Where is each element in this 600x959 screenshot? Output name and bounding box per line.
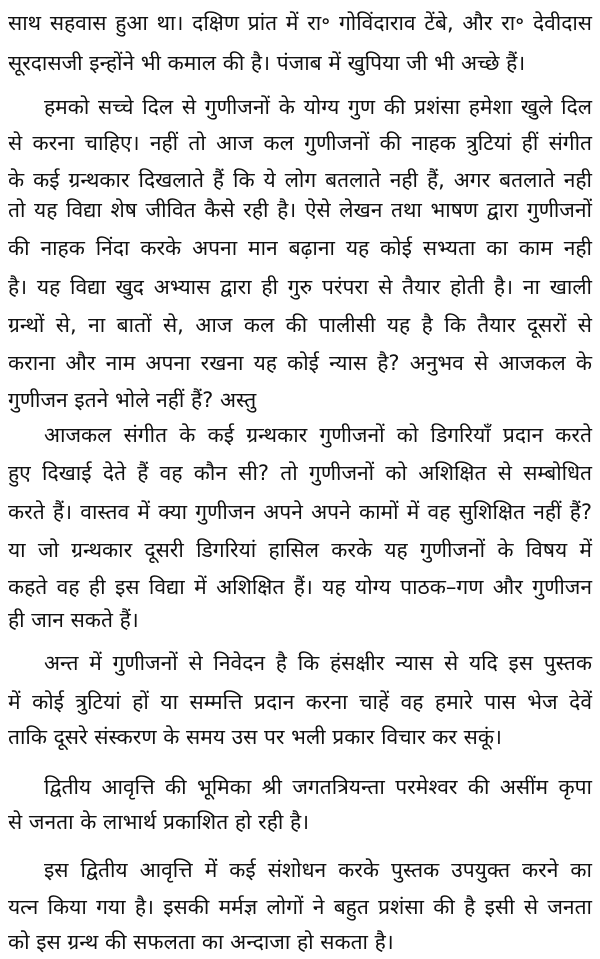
text-line: को इस ग्रन्थ की सफलता का अन्दाजा हो सकता है। <box>8 930 394 954</box>
text-line: करते हैं। वास्तव में क्या गुणीजन अपने अपने कामों में वह सुशिक्षित नहीं हैं? <box>8 500 592 524</box>
text-line: है। यह विद्या खुद अभ्यास द्वारा ही गुरु परंपरा से तैयार होती है। ना खाली <box>8 275 592 299</box>
text-line: सूरदासजी इन्होंने भी कमाल की है। पंजाब में खुपिया जी भी अच्छे हैं। <box>8 51 526 75</box>
text-line: ताकि दूसरे संस्करण के समय उस पर भली प्रकार विचार कर सकूं। <box>8 725 502 749</box>
text-line: यत्न किया गया है। इसकी मर्मज्ञ लोगों ने बहुत प्रशंसा की है इसी से जनता <box>8 895 592 919</box>
text-line: कहते वह ही इस विद्या में अशिक्षित हैं। यह योग्य पाठक–गण और गुणीजन <box>8 575 592 599</box>
text-line: इस द्वितीय आवृत्ति में कई संशोधन करके पुस्तक उपयुक्त करने का <box>44 858 592 882</box>
text-line: हुए दिखाई देते हैं वह कौन सी? तो गुणीजनों को अशिक्षित से सम्बोधित <box>8 461 592 485</box>
text-line: से जनता के लाभार्थ प्रकाशित हो रही है। <box>8 810 310 834</box>
text-line: कराना और नाम अपना रखना यह कोई न्यास है? अनुभव से आजकल के <box>8 351 592 375</box>
text-line: आजकल संगीत के कई ग्रन्थकार गुणीजनों को डिगरियाँ प्रदान करते <box>44 423 592 447</box>
text-line: में कोई त्रुटियां हों या सम्मत्ति प्रदान करना चाहें वह हमारे पास भेज देवें <box>8 690 592 714</box>
text-line: द्वितीय आवृत्ति की भूमिका श्री जगतत्रियन्ता परमेश्वर की असींम कृपा <box>44 775 592 799</box>
text-line: के कई ग्रन्थकार दिखलाते हैं कि ये लोग बतलाते नही हैं, अगर बतलाते नही <box>8 168 592 192</box>
text-line: तो यह विद्या शेष जीवित कैसे रही है। ऐसे लेखन तथा भाषण द्वारा गुणीजनों <box>8 198 592 222</box>
text-line: ही जान सकते हैं। <box>8 608 139 632</box>
text-line: की नाहक निंदा करके अपना मान बढ़ाना यह कोई सभ्यता का काम नही <box>8 236 592 260</box>
text-line: साथ सहवास हुआ था। दक्षिण प्रांत में रा॰ गोविंदाराव टेंबे, और रा॰ देवीदास <box>8 11 592 35</box>
text-line: गुणीजन इतने भोले नहीं हैं? अस्तु <box>8 388 257 412</box>
text-line: अन्त में गुणीजनों से निवेदन है कि हंसक्षीर न्यास से यदि इस पुस्तक <box>44 651 592 675</box>
text-line: ग्रन्थों से, ना बातों से, आज कल की पालीसी यह है कि तैयार दूसरों से <box>8 313 592 337</box>
text-line: या जो ग्रन्थकार दूसरी डिगरियां हासिल करके यह गुणीजनों के विषय में <box>8 538 592 562</box>
text-line: से करना चाहिए। नहीं तो आज कल गुणीजनों की नाहक त्रुटियां हीं संगीत <box>8 131 592 155</box>
text-line: हमको सच्चे दिल से गुणीजनों के योग्य गुण की प्रशंसा हमेशा खुले दिल <box>44 95 592 119</box>
